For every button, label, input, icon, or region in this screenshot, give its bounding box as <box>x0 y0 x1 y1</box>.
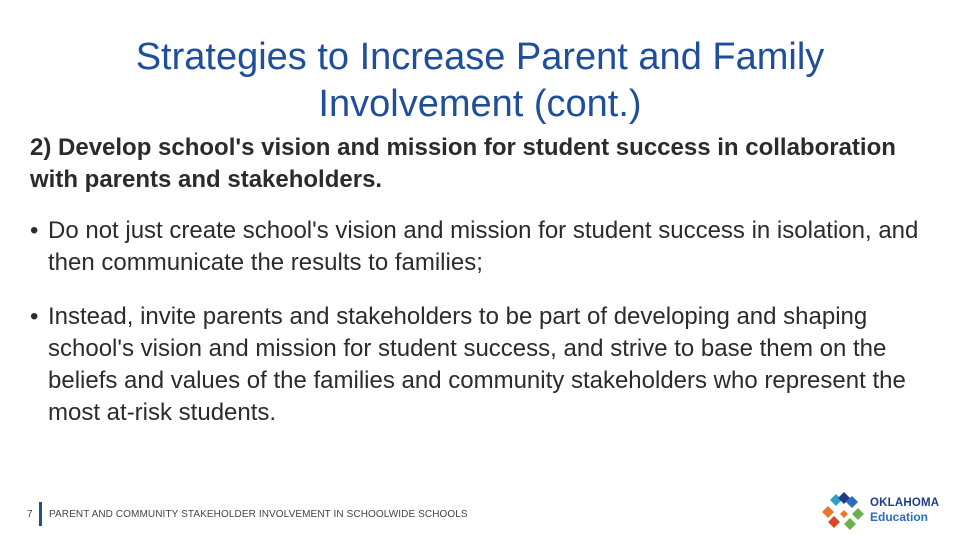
bullet-dot-icon: • <box>30 217 39 244</box>
logo-line2: Education <box>870 510 929 524</box>
logo-line1: OKLAHOMA <box>870 497 940 509</box>
oklahoma-education-logo <box>822 490 947 530</box>
footer-title: PARENT AND COMMUNITY STAKEHOLDER INVOLVEMENT IN SCHOOLWIDE SCHOOLS <box>49 509 468 520</box>
bullet-dot-icon: • <box>30 303 39 330</box>
bullet-item <box>30 301 935 429</box>
slide-subtitle: 2) Develop school's vision and mission for student success in collaboration with parents and stakeholders. <box>30 134 896 193</box>
oklahoma-education-flower-icon <box>822 490 866 530</box>
slide-title: Strategies to Increase Parent and Family Involvement (cont.) <box>135 36 825 125</box>
bullet-list <box>30 215 935 451</box>
footer-divider <box>39 502 42 526</box>
bullet-item <box>30 215 935 279</box>
bullet-text: Instead, invite parents and stakeholders to be part of developing and shaping school's vision and mission for student success, and strive to base them on the beliefs and values of the families and community stakeholders who represent the most at-risk students. <box>48 303 906 426</box>
bullet-text: Do not just create school's vision and mission for student success in isolation, and then communicate the results to families; <box>48 217 919 276</box>
page-number: 7 <box>27 509 33 520</box>
